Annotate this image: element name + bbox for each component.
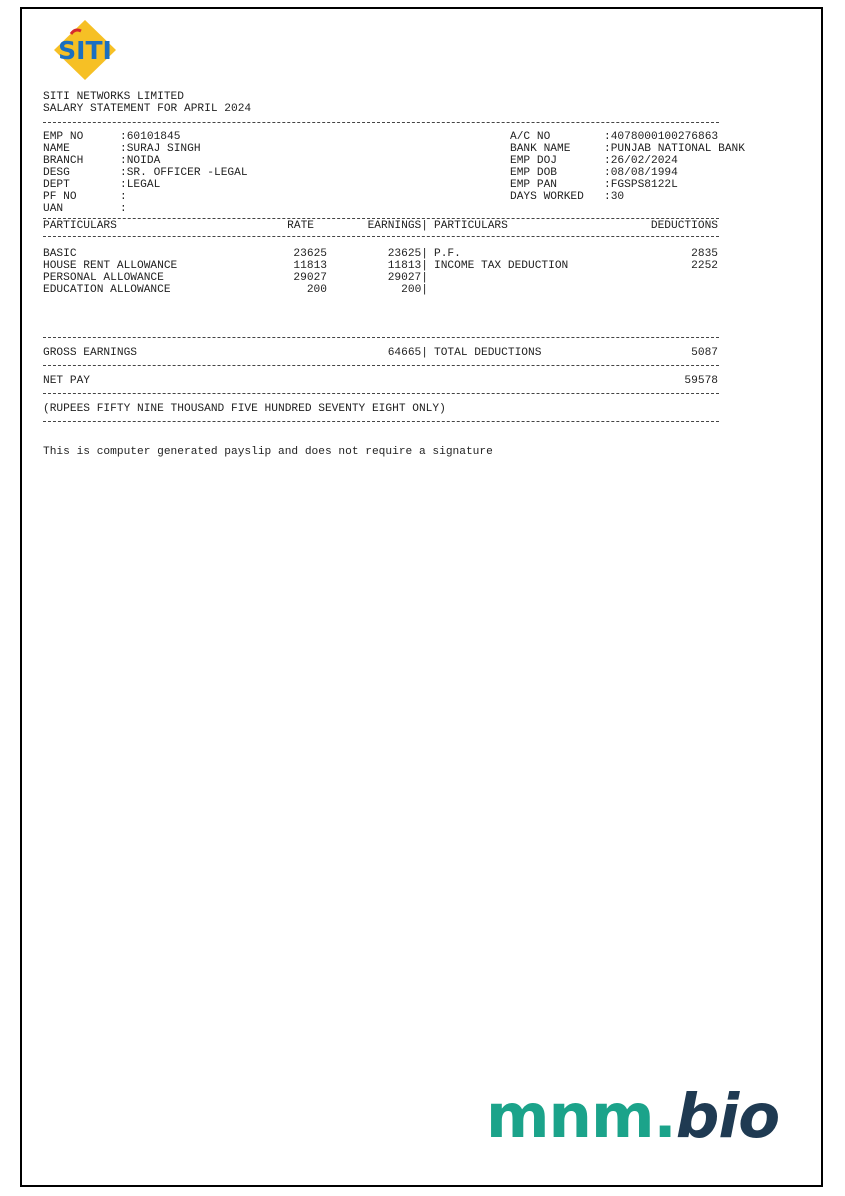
- net-pay-in-words: (RUPEES FIFTY NINE THOUSAND FIVE HUNDRED SEVENTY EIGHT ONLY): [43, 403, 446, 415]
- col-header-deductions: DEDUCTIONS: [650, 220, 718, 232]
- divider: [43, 218, 719, 219]
- divider: [43, 365, 719, 366]
- watermark-part1: mnm.: [486, 1081, 676, 1152]
- earning-particular: BASIC: [43, 248, 77, 260]
- detail-value: :PUNJAB NATIONAL BANK: [604, 143, 745, 155]
- col-header-earnings: EARNINGS|: [367, 220, 428, 232]
- earning-rate: 29027: [293, 272, 327, 284]
- net-pay-label: NET PAY: [43, 375, 90, 387]
- detail-label: PF NO: [43, 191, 77, 203]
- detail-label: DEPT: [43, 179, 70, 191]
- detail-label: DAYS WORKED: [510, 191, 584, 203]
- detail-value: :08/08/1994: [604, 167, 678, 179]
- col-header-rate: RATE: [287, 220, 314, 232]
- net-pay-value: 59578: [684, 375, 718, 387]
- detail-value: :: [120, 203, 127, 215]
- earning-particular: HOUSE RENT ALLOWANCE: [43, 260, 178, 272]
- divider: [43, 236, 719, 237]
- table-row: [22, 248, 782, 260]
- detail-label: DESG: [43, 167, 70, 179]
- company-name: SITI NETWORKS LIMITED: [43, 91, 184, 103]
- deduction-amount: 2835: [691, 248, 718, 260]
- detail-value: :4078000100276863: [604, 131, 719, 143]
- gross-earnings-value: 64665|: [387, 347, 428, 359]
- svg-text:SITI: SITI: [58, 36, 112, 65]
- earning-rate: 200: [306, 284, 327, 296]
- divider: [43, 393, 719, 394]
- divider: [43, 122, 719, 123]
- footer-note: This is computer generated payslip and does not require a signature: [43, 446, 493, 458]
- siti-logo: [50, 18, 120, 82]
- watermark-part2: bio: [675, 1081, 780, 1152]
- detail-value: :SURAJ SINGH: [120, 143, 201, 155]
- statement-title: SALARY STATEMENT FOR APRIL 2024: [43, 103, 252, 115]
- detail-value: :SR. OFFICER -LEGAL: [120, 167, 248, 179]
- payslip-page: [20, 7, 823, 1187]
- detail-label: NAME: [43, 143, 70, 155]
- detail-label: BANK NAME: [510, 143, 571, 155]
- earning-amount: 200|: [401, 284, 428, 296]
- earning-particular: EDUCATION ALLOWANCE: [43, 284, 171, 296]
- earning-amount: 11813|: [387, 260, 428, 272]
- detail-label: EMP DOJ: [510, 155, 557, 167]
- earning-particular: PERSONAL ALLOWANCE: [43, 272, 164, 284]
- detail-value: :60101845: [120, 131, 181, 143]
- deduction-amount: 2252: [691, 260, 718, 272]
- divider: [43, 421, 719, 422]
- detail-value: :FGSPS8122L: [604, 179, 678, 191]
- earning-rate: 11813: [293, 260, 327, 272]
- detail-label: A/C NO: [510, 131, 551, 143]
- total-deductions-label: TOTAL DEDUCTIONS: [434, 347, 542, 359]
- detail-label: EMP DOB: [510, 167, 557, 179]
- table-row: [22, 284, 782, 296]
- watermark: [486, 1082, 779, 1152]
- deduction-particular: INCOME TAX DEDUCTION: [434, 260, 569, 272]
- detail-value: :30: [604, 191, 625, 203]
- earning-amount: 29027|: [387, 272, 428, 284]
- detail-label: UAN: [43, 203, 64, 215]
- earning-rate: 23625: [293, 248, 327, 260]
- col-header-particulars-deductions: PARTICULARS: [434, 220, 508, 232]
- table-row: [22, 260, 782, 272]
- gross-earnings-label: GROSS EARNINGS: [43, 347, 137, 359]
- detail-value: :26/02/2024: [604, 155, 678, 167]
- table-row: [22, 272, 782, 284]
- detail-label: EMP PAN: [510, 179, 557, 191]
- total-deductions-value: 5087: [691, 347, 718, 359]
- deduction-particular: P.F.: [434, 248, 461, 260]
- earning-amount: 23625|: [387, 248, 428, 260]
- detail-label: EMP NO: [43, 131, 84, 143]
- detail-value: :LEGAL: [120, 179, 161, 191]
- detail-value: :NOIDA: [120, 155, 161, 167]
- col-header-particulars: PARTICULARS: [43, 220, 117, 232]
- detail-label: BRANCH: [43, 155, 84, 167]
- detail-value: :: [120, 191, 127, 203]
- divider: [43, 337, 719, 338]
- earnings-table: [22, 248, 782, 296]
